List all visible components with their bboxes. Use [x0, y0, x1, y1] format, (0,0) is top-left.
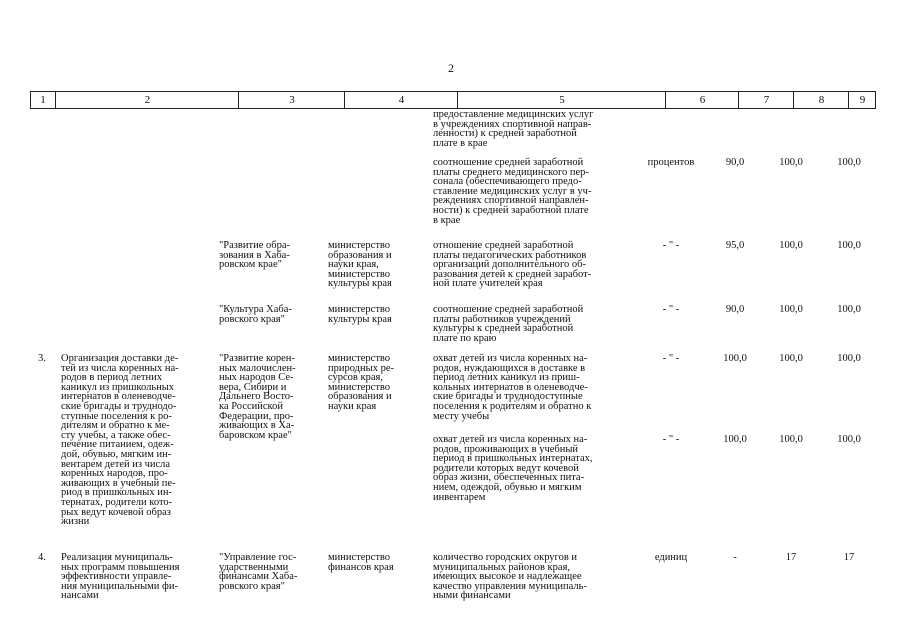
ministry-text: министерство образования и науки края, министерство культуры края — [328, 240, 392, 290]
indicator-text: охват детей из числа коренных на- родов, проживающих в учебный период в пришкольных интернатах, родители которых ведут кочевой образ жизни, обеспеченных пита- нием, одеждой, обувью и мягким инвентарем — [433, 434, 593, 503]
header-col-3: 3 — [238, 92, 345, 108]
program-text: "Развитие корен- ных малочислен- ных народов Се- вера, Сибири и Дальнего Восто- ка Российской Федерации, про- живающих в Ха- баровском крае" — [219, 353, 296, 441]
page-number: 2 — [448, 61, 454, 75]
unit-text: - " - — [662, 353, 680, 364]
value-col9: 100,0 — [837, 304, 861, 315]
value-col8: 100,0 — [779, 304, 803, 315]
header-col-5: 5 — [457, 92, 666, 108]
value-col7: 100,0 — [723, 434, 747, 445]
indicator-text: соотношение средней заработной платы среднего медицинского пер- сонала (обеспечивающего предо- ставление медицинских услуг в уч- реждениях спортивной направлен- ности) к средней заработной плате в крае — [433, 157, 592, 226]
value-col9: 100,0 — [837, 157, 861, 168]
header-col-9: 9 — [848, 92, 876, 108]
program-text: "Культура Хаба- ровского края" — [219, 304, 292, 325]
header-col-7: 7 — [738, 92, 794, 108]
header-col-6: 6 — [665, 92, 739, 108]
measure-text: Организация доставки де- тей из числа коренных на- родов в период летних каникул из пришкольных интернатов в оленеводче- ские бригады и труднодо- ступные поселения к ро- дителям и обратно к ме- сту учебы, а также обес- печение питанием, одеж- дой, обувью, мягким ин- вентарем детей из числа коренных народов, про- живающих в учебный пе- риод в пришкольных ин- тернатах, родители кото- рых ведут кочевой образ жизни — [61, 353, 179, 528]
indicator-text: количество городских округов и муниципальных районов края, имеющих высокое и надлежащее качество управления муниципаль- ными финансами — [433, 552, 587, 602]
header-col-4: 4 — [344, 92, 458, 108]
table-header — [30, 91, 876, 109]
indicator-text: охват детей из числа коренных на- родов, нуждающихся в доставке в период летних каникул из приш- кольных интернатов в оленеводче- ские бригады и труднодоступные поселения к родителям и обратно к месту учебы — [433, 353, 592, 422]
value-col9: 100,0 — [837, 353, 861, 364]
value-col7: 90,0 — [725, 157, 745, 168]
indicator-text: соотношение средней заработной платы работников учреждений культуры к средней заработной плате по краю — [433, 304, 584, 344]
unit-text: единиц — [654, 552, 688, 563]
item-number: 4. — [38, 552, 46, 563]
ministry-text: министерство финансов края — [328, 552, 394, 573]
item-number: 3. — [38, 353, 46, 364]
unit-text: - " - — [662, 434, 680, 445]
ministry-text: министерство культуры края — [328, 304, 392, 325]
value-col7: 90,0 — [725, 304, 745, 315]
header-col-8: 8 — [793, 92, 849, 108]
value-col7: 95,0 — [725, 240, 745, 251]
value-col8: 17 — [785, 552, 797, 563]
unit-text: процентов — [647, 157, 695, 168]
program-text: "Управление гос- ударственными финансами Хаба- ровского края" — [219, 552, 298, 592]
value-col7: 100,0 — [723, 353, 747, 364]
header-col-1: 1 — [40, 94, 46, 106]
value-col8: 100,0 — [779, 240, 803, 251]
value-col9: 100,0 — [837, 434, 861, 445]
indicator-text: отношение средней заработной платы педагогических работников организаций дополнительного об- разования детей к средней заработ- ной плате учителей края — [433, 240, 592, 290]
indicator-text: предоставление медицинских услуг в учреждениях спортивной направ- ленности) к средней заработной плате в крае — [433, 109, 594, 149]
program-text: "Развитие обра- зования в Хаба- ровском крае" — [219, 240, 291, 271]
value-col9: 17 — [843, 552, 855, 563]
header-col-2: 2 — [55, 92, 239, 108]
unit-text: - " - — [662, 240, 680, 251]
measure-text: Реализация муниципаль- ных программ повышения эффективности управле- ния муниципальными фи- нансами — [61, 552, 180, 602]
unit-text: - " - — [662, 304, 680, 315]
value-col8: 100,0 — [779, 157, 803, 168]
value-col8: 100,0 — [779, 353, 803, 364]
value-col8: 100,0 — [779, 434, 803, 445]
ministry-text: министерство природных ре- сурсов края, министерство образования и науки края — [328, 353, 394, 412]
value-col9: 100,0 — [837, 240, 861, 251]
value-col7: - — [733, 552, 737, 563]
